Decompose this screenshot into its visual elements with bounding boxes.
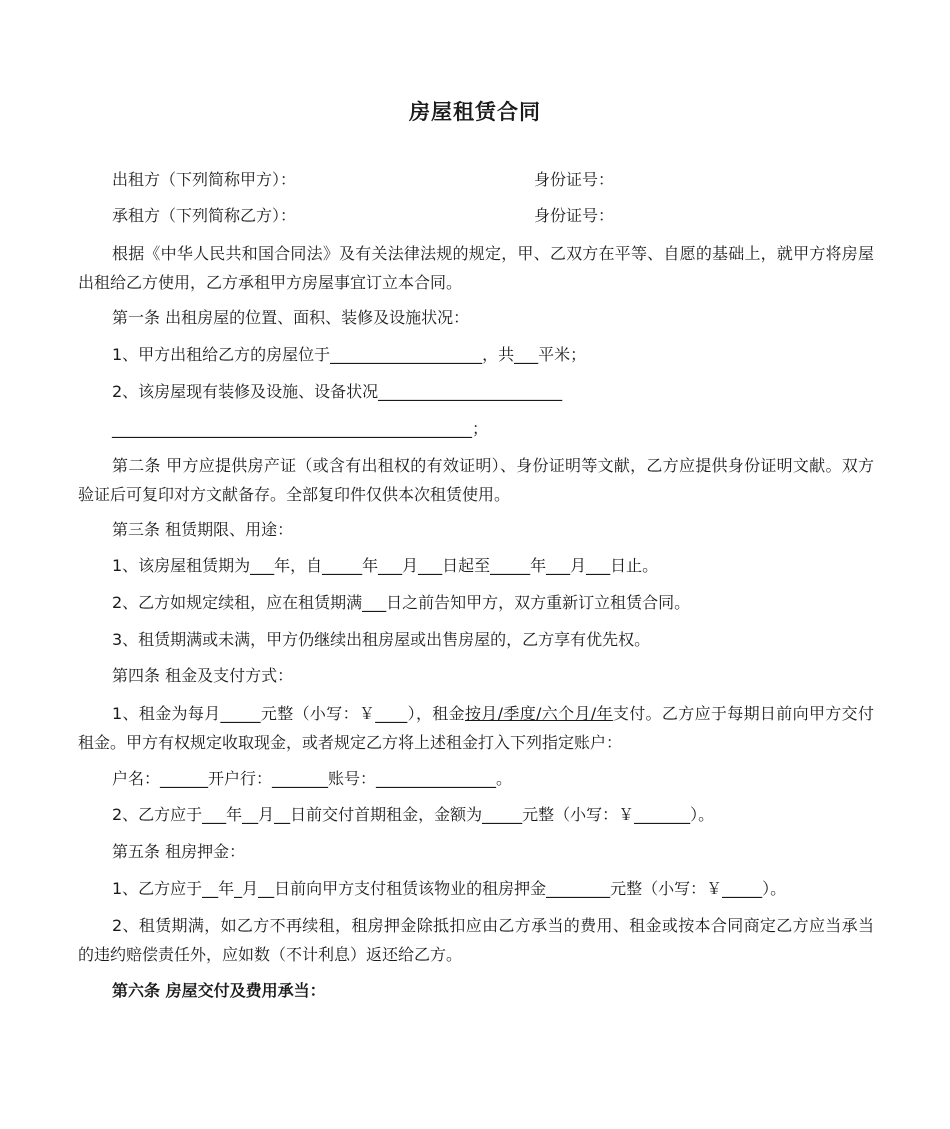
article-4-item-1 <box>78 699 874 757</box>
article-6-title: 第六条 房屋交付及费用承当： <box>112 981 326 1000</box>
article-1-title: 第一条 出租房屋的位置、面积、装修及设施状况： <box>112 308 470 327</box>
lessee-label: 承租方（下列简称乙方）： <box>112 206 297 225</box>
article-5-item-1: 1、乙方应于__年_月__日前向甲方支付租赁该物业的租房押金________元整（小写：￥_____）。 <box>112 879 787 898</box>
payment-frequency-options: 按月/季度/六个月/年 <box>464 704 613 723</box>
article-3-item-1: 1、该房屋租赁期为___年，自_____年___月___日起至_____年___月___日止。 <box>112 556 659 575</box>
article-2-paragraph: 第二条 甲方应提供房产证（或含有出租权的有效证明）、身份证明等文献，乙方应提供身份证明文献。双方验证后可复印对方文献备存。全部复印件仅供本次租赁使用。 <box>78 456 874 504</box>
article-4-item-1-end: 支付。乙方应于每期日前向甲方交付租金。甲方有权规定收取现金，或者规定乙方将上述租金打入下列指定账户： <box>78 704 874 752</box>
article-4-item-1-start: 1、租金为每月_____元整（小写：￥____），租金 <box>112 704 465 723</box>
lessee-id-label: 身份证号： <box>534 206 615 225</box>
article-3-item-3: 3、租赁期满或未满，甲方仍继续出租房屋或出售房屋的，乙方享有优先权。 <box>112 630 651 649</box>
article-3-item-2: 2、乙方如规定续租，应在租赁期满___日之前告知甲方，双方重新订立租赁合同。 <box>112 593 691 612</box>
article-3-title: 第三条 租赁期限、用途： <box>112 520 294 539</box>
lessor-id-label: 身份证号： <box>534 170 615 189</box>
article-4-item-2: 2、乙方应于___年__月__日前交付首期租金，金额为_____元整（小写：￥_______）。 <box>112 805 715 824</box>
intro-paragraph: 根据《中华人民共和国合同法》及有关法律法规的规定，甲、乙双方在平等、自愿的基础上，就甲方将房屋出租给乙方使用，乙方承租甲方房屋事宜订立本合同。 <box>78 244 874 292</box>
article-1-item-2-continued: _____________________________________________； <box>112 419 489 438</box>
lessor-label: 出租方（下列简称甲方）： <box>112 170 297 189</box>
lessor-row <box>78 162 874 198</box>
article-1-item-2: 2、该房屋现有装修及设施、设备状况_______________________ <box>112 382 563 401</box>
lessee-row <box>78 198 874 234</box>
account-info-line: 户名：______开户行：_______账号：_______________。 <box>112 769 513 788</box>
article-5-item-2: 2、租赁期满，如乙方不再续租，租房押金除抵扣应由乙方承当的费用、租金或按本合同商定乙方应当承当的违约赔偿责任外，应如数（不计利息）返还给乙方。 <box>78 916 874 964</box>
article-1-item-1: 1、甲方出租给乙方的房屋位于___________________，共___平米； <box>112 345 587 364</box>
article-4-title: 第四条 租金及支付方式： <box>112 666 294 685</box>
article-5-title: 第五条 租房押金： <box>112 842 246 861</box>
document-title: 房屋租赁合同 <box>409 100 541 124</box>
